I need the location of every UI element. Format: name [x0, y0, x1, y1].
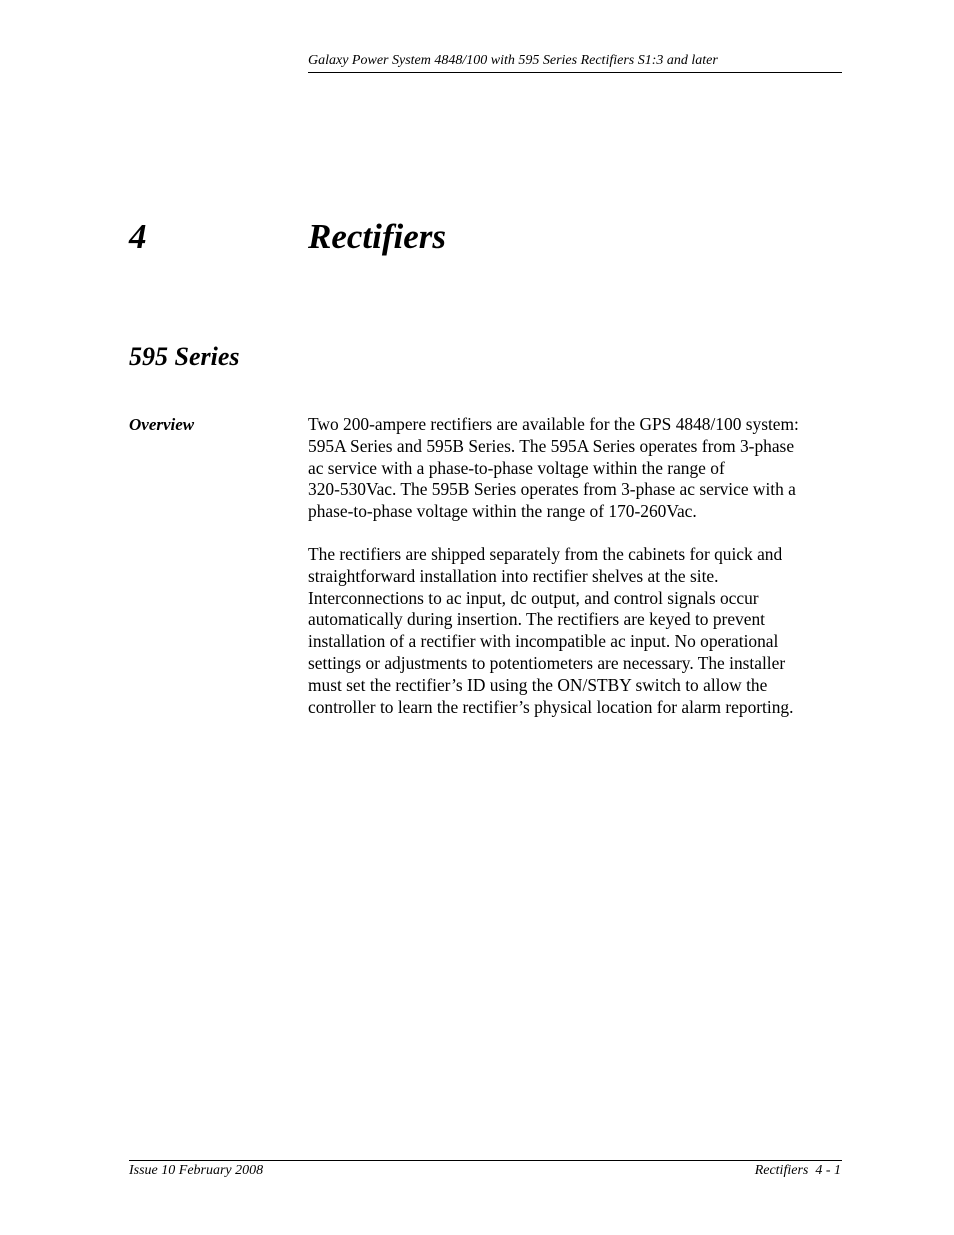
- footer-page-number: Rectifiers 4 - 1: [754, 1163, 841, 1178]
- running-header: Galaxy Power System 4848/100 with 595 Series Rectifiers S1:3 and later: [308, 53, 718, 68]
- text-line: phase-to-phase voltage within the range of 170-260Vac.: [308, 501, 697, 522]
- footer-rule: [129, 1160, 842, 1161]
- text-line: controller to learn the rectifier’s physical location for alarm reporting.: [308, 696, 794, 717]
- text-line: must set the rectifier’s ID using the ON/STBY switch to allow the: [308, 674, 768, 695]
- text-line: ac service with a phase-to-phase voltage within the range of: [308, 457, 725, 478]
- text-line: 320-530Vac. The 595B Series operates from 3-phase ac service with a: [308, 479, 796, 500]
- text-line: installation of a rectifier with incompatible ac input. No operational: [308, 631, 779, 652]
- paragraph-2: [308, 544, 843, 718]
- text-line: Two 200-ampere rectifiers are available for the GPS 4848/100 system:: [308, 414, 799, 434]
- text-line: straightforward installation into rectifier shelves at the site.: [308, 565, 719, 586]
- paragraph-1: [308, 414, 843, 523]
- text-line: automatically during insertion. The rectifiers are keyed to prevent: [308, 609, 765, 630]
- text-line: settings or adjustments to potentiometers are necessary. The installer: [308, 652, 786, 673]
- body-text: [308, 414, 843, 739]
- footer-issue: Issue 10 February 2008: [129, 1163, 264, 1178]
- text-line: The rectifiers are shipped separately from the cabinets for quick and: [308, 543, 783, 564]
- text-line: 595A Series and 595B Series. The 595A Series operates from 3-phase: [308, 435, 795, 456]
- section-heading: 595 Series: [129, 342, 240, 371]
- chapter-number: 4: [129, 217, 147, 256]
- side-heading-overview: Overview: [129, 415, 195, 434]
- header-rule: [308, 72, 842, 73]
- chapter-title: Rectifiers: [308, 217, 447, 256]
- text-line: Interconnections to ac input, dc output, and control signals occur: [308, 587, 759, 608]
